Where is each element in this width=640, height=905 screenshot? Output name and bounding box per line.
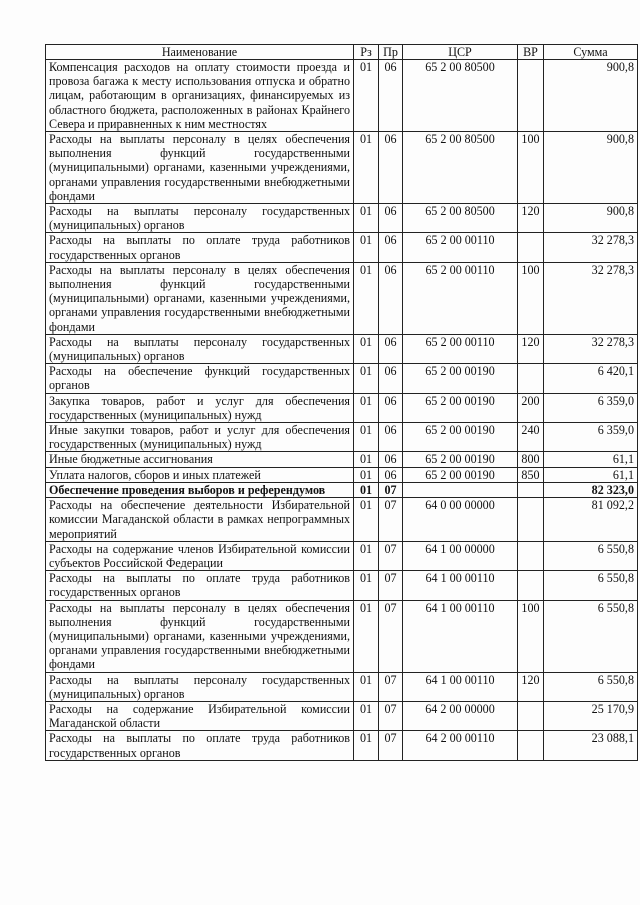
row-rz: 01 (354, 204, 379, 233)
row-sum: 6 359,0 (544, 423, 638, 452)
row-csr: 64 1 00 00110 (403, 600, 518, 672)
row-pr: 06 (379, 262, 403, 334)
row-csr: 65 2 00 80500 (403, 204, 518, 233)
row-name: Расходы на обеспечение деятельности Избирательной комиссии Магаданской области в рамках непрограммных мероприятий (46, 498, 354, 542)
row-vr: 800 (518, 452, 544, 467)
row-csr: 65 2 00 00110 (403, 233, 518, 262)
table-row (46, 731, 638, 760)
row-sum: 6 420,1 (544, 364, 638, 393)
row-sum: 6 550,8 (544, 571, 638, 600)
row-name: Расходы на выплаты по оплате труда работников государственных органов (46, 731, 354, 760)
header-pr: Пр (379, 45, 403, 60)
row-name: Расходы на выплаты персоналу государственных (муниципальных) органов (46, 204, 354, 233)
row-vr (518, 498, 544, 542)
row-csr: 64 2 00 00110 (403, 731, 518, 760)
row-sum: 23 088,1 (544, 731, 638, 760)
table-row (46, 541, 638, 570)
budget-table (45, 44, 638, 761)
row-name: Уплата налогов, сборов и иных платежей (46, 467, 354, 482)
row-name: Расходы на выплаты персоналу в целях обеспечения выполнения функций государственными (муниципальными) органами, казенными учреждениями, органами управления государственными внебюджетными фондами (46, 262, 354, 334)
row-rz: 01 (354, 60, 379, 132)
header-rz: Рз (354, 45, 379, 60)
row-vr: 240 (518, 423, 544, 452)
row-csr: 64 1 00 00110 (403, 672, 518, 701)
row-vr (518, 482, 544, 497)
row-pr: 07 (379, 600, 403, 672)
row-vr: 120 (518, 672, 544, 701)
row-csr: 65 2 00 00190 (403, 393, 518, 422)
row-vr: 200 (518, 393, 544, 422)
table-row (46, 204, 638, 233)
row-sum: 82 323,0 (544, 482, 638, 497)
row-csr: 65 2 00 00110 (403, 262, 518, 334)
row-sum: 900,8 (544, 204, 638, 233)
row-rz: 01 (354, 334, 379, 363)
row-rz: 01 (354, 452, 379, 467)
row-name: Расходы на выплаты персоналу государственных (муниципальных) органов (46, 672, 354, 701)
row-csr: 65 2 00 00190 (403, 364, 518, 393)
row-pr: 07 (379, 498, 403, 542)
table-row (46, 482, 638, 497)
row-vr (518, 701, 544, 730)
row-pr: 06 (379, 132, 403, 204)
row-vr: 120 (518, 334, 544, 363)
row-csr: 65 2 00 80500 (403, 60, 518, 132)
row-rz: 01 (354, 364, 379, 393)
row-pr: 06 (379, 60, 403, 132)
row-sum: 900,8 (544, 60, 638, 132)
row-sum: 6 550,8 (544, 672, 638, 701)
header-name: Наименование (46, 45, 354, 60)
row-vr (518, 364, 544, 393)
header-row (46, 45, 638, 60)
row-rz: 01 (354, 672, 379, 701)
row-csr: 65 2 00 00110 (403, 334, 518, 363)
row-name: Расходы на выплаты по оплате труда работников государственных органов (46, 571, 354, 600)
row-pr: 06 (379, 334, 403, 363)
row-csr: 65 2 00 00190 (403, 467, 518, 482)
row-pr: 07 (379, 482, 403, 497)
row-name: Обеспечение проведения выборов и референдумов (46, 482, 354, 497)
row-rz: 01 (354, 571, 379, 600)
row-rz: 01 (354, 467, 379, 482)
row-name: Расходы на выплаты персоналу в целях обеспечения выполнения функций государственными (муниципальными) органами, казенными учреждениями, органами управления государственными внебюджетными фондами (46, 600, 354, 672)
row-vr (518, 571, 544, 600)
table-row (46, 600, 638, 672)
row-sum: 900,8 (544, 132, 638, 204)
row-name: Расходы на выплаты персоналу в целях обеспечения выполнения функций государственными (муниципальными) органами, казенными учреждениями, органами управления государственными внебюджетными фондами (46, 132, 354, 204)
row-csr: 64 1 00 00000 (403, 541, 518, 570)
row-sum: 6 550,8 (544, 541, 638, 570)
table-row (46, 498, 638, 542)
row-vr (518, 60, 544, 132)
row-csr: 64 1 00 00110 (403, 571, 518, 600)
row-rz: 01 (354, 262, 379, 334)
row-csr: 65 2 00 80500 (403, 132, 518, 204)
row-name: Иные закупки товаров, работ и услуг для обеспечения государственных (муниципальных) нужд (46, 423, 354, 452)
row-name: Расходы на выплаты по оплате труда работников государственных органов (46, 233, 354, 262)
table-row (46, 60, 638, 132)
row-csr (403, 482, 518, 497)
row-rz: 01 (354, 423, 379, 452)
row-sum: 32 278,3 (544, 262, 638, 334)
row-vr: 100 (518, 132, 544, 204)
row-rz: 01 (354, 482, 379, 497)
table-row (46, 701, 638, 730)
row-vr (518, 731, 544, 760)
row-csr: 64 0 00 00000 (403, 498, 518, 542)
row-name: Расходы на выплаты персоналу государственных (муниципальных) органов (46, 334, 354, 363)
row-pr: 06 (379, 452, 403, 467)
table-row (46, 233, 638, 262)
table-row (46, 672, 638, 701)
row-rz: 01 (354, 701, 379, 730)
row-pr: 06 (379, 364, 403, 393)
row-pr: 07 (379, 571, 403, 600)
row-pr: 06 (379, 423, 403, 452)
table-row (46, 262, 638, 334)
row-csr: 64 2 00 00000 (403, 701, 518, 730)
row-name: Иные бюджетные ассигнования (46, 452, 354, 467)
row-sum: 6 359,0 (544, 393, 638, 422)
row-sum: 25 170,9 (544, 701, 638, 730)
header-csr: ЦСР (403, 45, 518, 60)
row-pr: 06 (379, 467, 403, 482)
table-row (46, 467, 638, 482)
row-vr: 100 (518, 262, 544, 334)
row-rz: 01 (354, 132, 379, 204)
row-name: Расходы на содержание членов Избирательной комиссии субъектов Российской Федерации (46, 541, 354, 570)
table-row (46, 571, 638, 600)
row-vr (518, 233, 544, 262)
row-pr: 07 (379, 672, 403, 701)
table-row (46, 334, 638, 363)
row-sum: 32 278,3 (544, 334, 638, 363)
row-pr: 07 (379, 541, 403, 570)
row-pr: 07 (379, 731, 403, 760)
row-sum: 61,1 (544, 467, 638, 482)
row-pr: 07 (379, 701, 403, 730)
row-csr: 65 2 00 00190 (403, 452, 518, 467)
row-sum: 61,1 (544, 452, 638, 467)
table-row (46, 423, 638, 452)
row-csr: 65 2 00 00190 (403, 423, 518, 452)
row-vr: 100 (518, 600, 544, 672)
row-pr: 06 (379, 393, 403, 422)
table-row (46, 364, 638, 393)
row-name: Расходы на содержание Избирательной комиссии Магаданской области (46, 701, 354, 730)
row-pr: 06 (379, 204, 403, 233)
row-rz: 01 (354, 393, 379, 422)
row-sum: 6 550,8 (544, 600, 638, 672)
header-vr: ВР (518, 45, 544, 60)
row-name: Расходы на обеспечение функций государственных органов (46, 364, 354, 393)
row-vr: 120 (518, 204, 544, 233)
row-rz: 01 (354, 541, 379, 570)
row-rz: 01 (354, 233, 379, 262)
table-row (46, 452, 638, 467)
row-sum: 81 092,2 (544, 498, 638, 542)
row-name: Компенсация расходов на оплату стоимости проезда и провоза багажа к месту использования отпуска и обратно лицам, работающим в организациях, финансируемых из областного бюджета, расположенных в районах Крайнего Севера и приравненных к ним местностях (46, 60, 354, 132)
row-vr: 850 (518, 467, 544, 482)
row-sum: 32 278,3 (544, 233, 638, 262)
table-row (46, 393, 638, 422)
row-rz: 01 (354, 600, 379, 672)
row-pr: 06 (379, 233, 403, 262)
row-rz: 01 (354, 731, 379, 760)
header-sum: Сумма (544, 45, 638, 60)
table-row (46, 132, 638, 204)
row-rz: 01 (354, 498, 379, 542)
row-vr (518, 541, 544, 570)
row-name: Закупка товаров, работ и услуг для обеспечения государственных (муниципальных) нужд (46, 393, 354, 422)
